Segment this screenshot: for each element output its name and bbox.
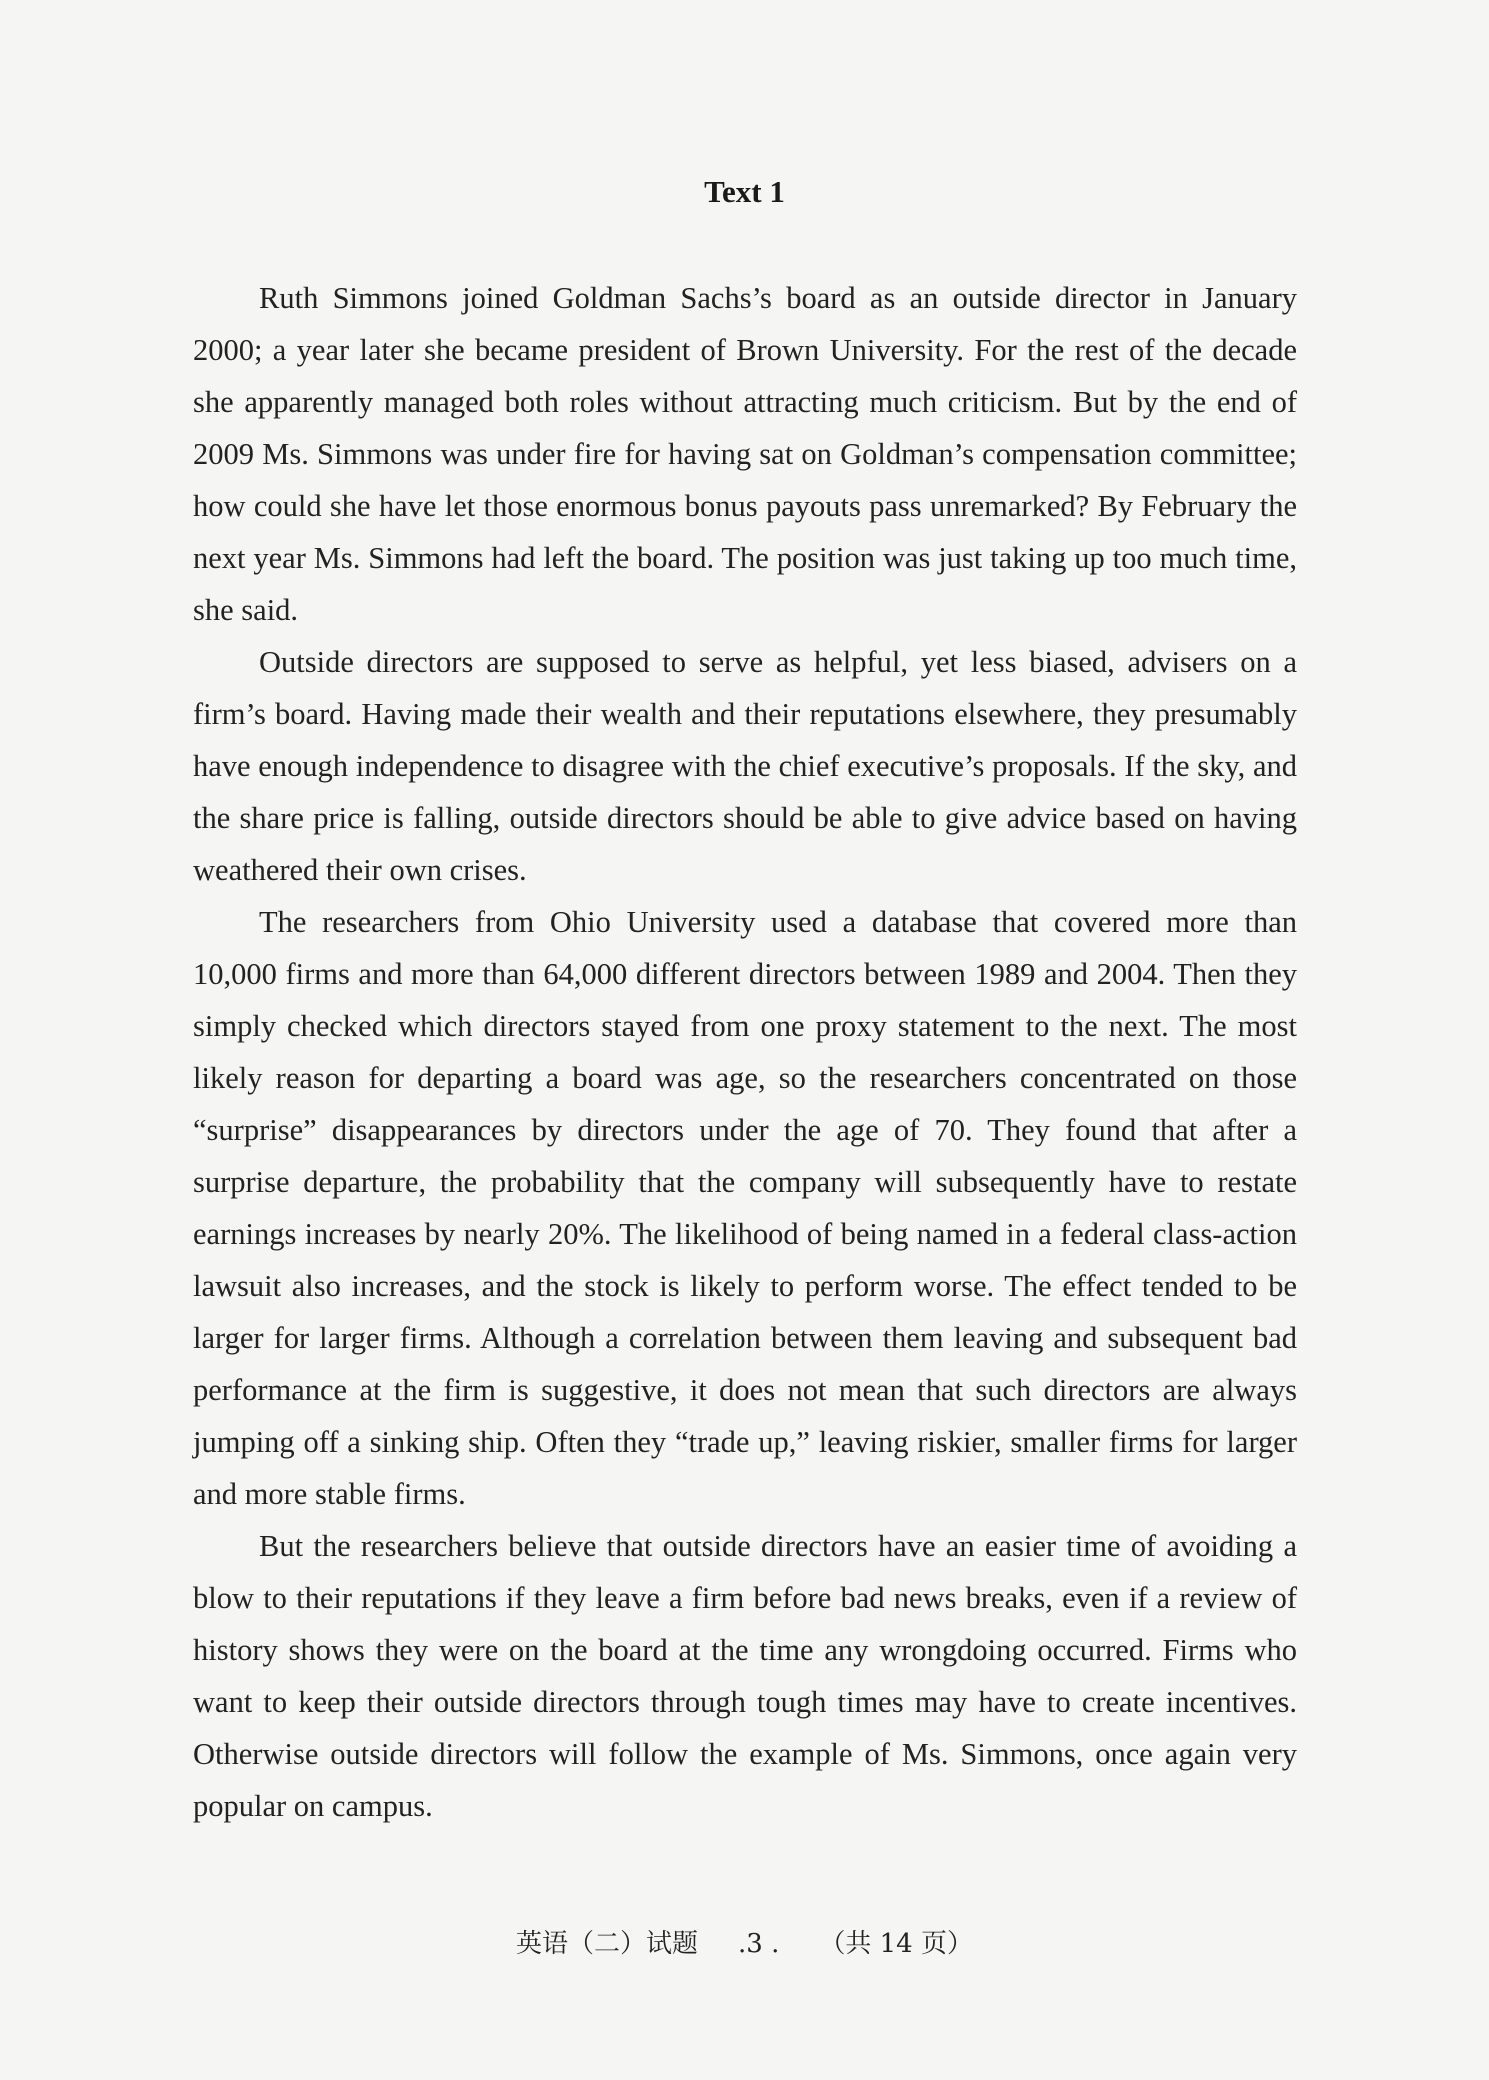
footer-subject: 英语（二）试题 (516, 1929, 699, 1959)
footer-page-number: .3 . (738, 1929, 780, 1959)
footer-total-pages: （共 14 页） (819, 1929, 973, 1959)
paragraph-2: Outside directors are supposed to serve as helpful, yet less biased, advisers on a firm’s board. Having made their wealth and their reputations elsewhere, they presumably have enough independence to disagree with the chief executive’s proposals. If the sky, and the share price is falling, outside directors should be able to give advice based on having weathered their own crises. (193, 645, 1297, 887)
paragraph-4: But the researchers believe that outside directors have an easier time of avoiding a blow to their reputations if they leave a firm before bad news breaks, even if a review of history shows they were on the board at the time any wrongdoing occurred. Firms who want to keep their outside directors through tough times may have to create incentives. Otherwise outside directors will follow the example of Ms. Simmons, once again very popular on campus. (193, 1529, 1297, 1823)
page-footer (0, 1920, 1489, 1968)
passage-body (193, 272, 1297, 1832)
paragraph-1: Ruth Simmons joined Goldman Sachs’s board as an outside director in January 2000; a year later she became president of Brown University. For the rest of the decade she apparently managed both roles without attracting much criticism. But by the end of 2009 Ms. Simmons was under fire for having sat on Goldman’s compensation committee; how could she have let those enormous bonus payouts pass unremarked? By February the next year Ms. Simmons had left the board. The position was just taking up too much time, she said. (193, 281, 1297, 627)
text-title: Text 1 (704, 174, 785, 209)
paragraph-3: The researchers from Ohio University used a database that covered more than 10,000 firms and more than 64,000 different directors between 1989 and 2004. Then they simply checked which directors stayed from one proxy statement to the next. The most likely reason for departing a board was age, so the researchers concentrated on those “surprise” disappearances by directors under the age of 70. They found that after a surprise departure, the probability that the company will subsequently have to restate earnings increases by nearly 20%. The likelihood of being named in a federal class-action lawsuit also increases, and the stock is likely to perform worse. The effect tended to be larger for larger firms. Although a correlation between them leaving and subsequent bad performance at the firm is suggestive, it does not mean that such directors are always jumping off a sinking ship. Often they “trade up,” leaving riskier, smaller firms for larger and more stable firms. (193, 905, 1297, 1511)
